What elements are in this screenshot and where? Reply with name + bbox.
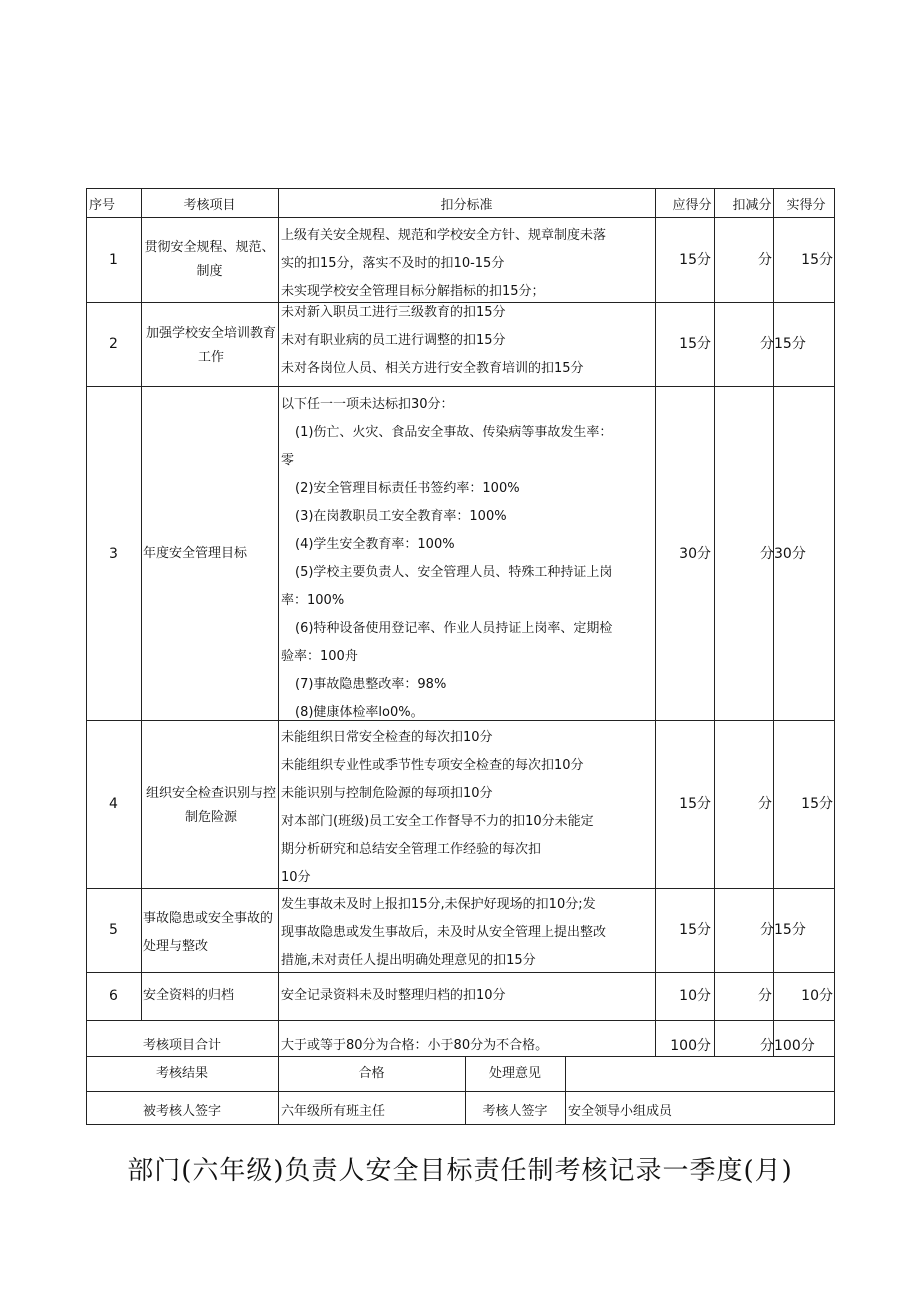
assessor-sign-label: 考核人签字 (482, 1104, 548, 1119)
row-item: 贯彻安全规程、规范、制度 (144, 240, 275, 279)
standard-line: 现事故隐患或发生事故后，未及时从安全管理上提出整改 (281, 925, 607, 940)
standard-line: (3)在岗教职员工安全教育率：100% (295, 509, 507, 524)
standard-line: 未能识别与控制危险源的每项扣10分 (281, 786, 493, 801)
assessed-sign-label: 被考核人签字 (142, 1104, 221, 1119)
row-item: 事故隐患或安全事故的处理与整改 (143, 911, 274, 954)
row-standard (281, 724, 655, 888)
standard-line: (8)健康体检率lo0%。 (295, 705, 424, 720)
grid-vline (565, 1056, 566, 1125)
standard-line: (2)安全管理目标责任书签约率：100% (295, 481, 520, 496)
row-seq: 3 (109, 546, 118, 562)
standard-line: 上级有关安全规程、规范和学校安全方针、规章制度未落 (281, 228, 607, 243)
row-seq: 2 (109, 336, 118, 352)
standard-line: 未对各岗位人员、相关方进行安全教育培训的扣15分 (281, 361, 584, 376)
row-standard (281, 391, 655, 720)
standard-line: (4)学生安全教育率：100% (295, 537, 455, 552)
row-seq: 5 (109, 922, 118, 938)
row-actual: 30分 (774, 546, 806, 562)
total-deduct: 分 (760, 1038, 774, 1054)
row-item: 年度安全管理目标 (143, 546, 248, 561)
row-seq: 1 (109, 252, 118, 268)
total-actual: 100分 (774, 1038, 815, 1054)
standard-line: 安全记录资料未及时整理归档的扣10分 (281, 988, 506, 1003)
grid-hline (86, 720, 835, 721)
row-should: 10分 (679, 988, 711, 1004)
standard-line: 验率：100舟 (281, 649, 358, 664)
opinion-label: 处理意见 (488, 1066, 541, 1081)
standard-line: (6)特种设备使用登记率、作业人员持证上岗率、定期检 (295, 621, 613, 636)
assessed-sign-value: 六年级所有班主任 (281, 1104, 386, 1119)
row-deduct: 分 (758, 796, 772, 812)
row-should: 30分 (679, 546, 711, 562)
assessor-sign-value: 安全领导小组成员 (568, 1104, 673, 1119)
row-should: 15分 (679, 252, 711, 268)
grid-vline (141, 188, 142, 1021)
standard-line: 10分 (281, 870, 311, 885)
row-item: 安全资料的归档 (143, 988, 235, 1003)
standard-line: 未能组织日常安全检查的每次扣10分 (281, 730, 493, 745)
row-deduct: 分 (760, 336, 774, 352)
row-standard (281, 891, 655, 975)
header-actual: 实得分 (786, 198, 826, 213)
standard-line: 未能组织专业性或季节性专项安全检查的每次扣10分 (281, 758, 584, 773)
row-item: 加强学校安全培训教育工作 (145, 326, 276, 365)
standard-line: 未实现学校安全管理目标分解指标的扣15分； (281, 284, 545, 299)
header-seq: 序号 (88, 198, 115, 213)
row-should: 15分 (679, 796, 711, 812)
standard-line: (7)事故隐患整改率：98% (295, 677, 447, 692)
row-deduct: 分 (758, 988, 772, 1004)
grid-hline (86, 188, 835, 189)
row-actual: 10分 (801, 988, 833, 1004)
grid-hline (86, 1020, 835, 1021)
grid-hline (86, 888, 835, 889)
row-deduct: 分 (760, 922, 774, 938)
header-standard: 扣分标准 (440, 198, 493, 213)
total-label: 考核项目合计 (142, 1038, 221, 1053)
row-standard (281, 299, 655, 383)
standard-line: 零 (281, 453, 295, 468)
standard-line: 期分析研究和总结安全管理工作经验的每次扣 (281, 842, 542, 857)
standard-line: 未对有职业病的员工进行调整的扣15分 (281, 333, 506, 348)
standard-line: 发生事故未及时上报扣15分,未保护好现场的扣10分;发 (281, 897, 596, 912)
row-actual: 15分 (774, 336, 806, 352)
result-label: 考核结果 (155, 1066, 208, 1081)
document-title: 部门(六年级)负责人安全目标责任制考核记录一季度(月) (127, 1156, 793, 1186)
standard-line: (1)伤亡、火灾、食品安全事故、传染病等事故发生率： (295, 425, 613, 440)
row-seq: 4 (109, 796, 118, 812)
grid-vline (834, 188, 835, 1125)
header-deduct: 扣减分 (732, 198, 772, 213)
row-item: 组织安全检查识别与控制危险源 (145, 786, 276, 825)
header-should: 应得分 (672, 198, 712, 213)
standard-line: 对本部门(班级)员工安全工作督导不力的扣10分未能定 (281, 814, 594, 829)
total-standard: 大于或等于80分为合格：小于80分为不合格。 (281, 1038, 549, 1053)
row-should: 15分 (679, 336, 711, 352)
standard-line: 措施,未对责任人提出明确处理意见的扣15分 (281, 953, 536, 968)
header-item: 考核项目 (183, 198, 236, 213)
standard-line: 率：100% (281, 593, 345, 608)
row-should: 15分 (679, 922, 711, 938)
standard-line: (5)学校主要负责人、安全管理人员、特殊工种持证上岗 (295, 565, 613, 580)
row-deduct: 分 (760, 546, 774, 562)
row-actual: 15分 (801, 796, 833, 812)
row-standard (281, 222, 655, 306)
row-seq: 6 (109, 988, 118, 1004)
row-deduct: 分 (758, 252, 772, 268)
grid-hline (86, 1091, 835, 1092)
result-value: 合格 (358, 1066, 385, 1081)
grid-hline (86, 386, 835, 387)
row-standard (281, 982, 655, 1010)
total-should: 100分 (670, 1038, 711, 1054)
row-actual: 15分 (801, 252, 833, 268)
standard-line: 以下任一一项未达标扣30分： (281, 397, 454, 412)
standard-line: 未对新入职员工进行三级教育的扣15分 (281, 305, 506, 320)
row-actual: 15分 (774, 922, 806, 938)
standard-line: 实的扣15分，落实不及时的扣10-15分 (281, 256, 505, 271)
